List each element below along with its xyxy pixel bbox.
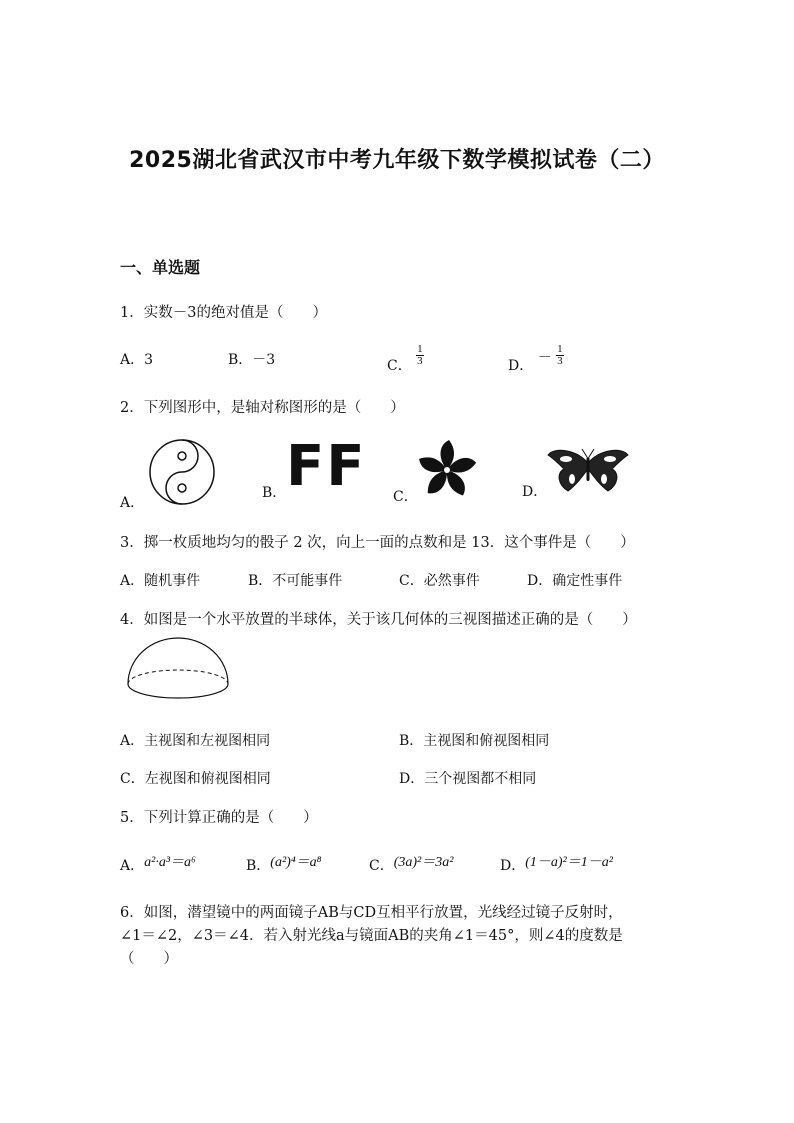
- q6-stem-line-1: 6．如图，潜望镜中的两面镜子AB与CD互相平行放置，光线经过镜子反射时，: [120, 905, 623, 921]
- page-title: 2025湖北省武汉市中考九年级下数学模拟试卷（二）: [129, 148, 665, 173]
- q3-option-d: D．确定性事件: [527, 573, 623, 589]
- q5-option-b-expr: (a²)⁴＝a⁸: [270, 855, 322, 870]
- q3-stem: 3．掷一枚质地均匀的骰子 2 次，向上一面的点数和是 13．这个事件是（ ）: [120, 535, 635, 551]
- q5-option-b: [246, 855, 322, 875]
- q2-stem: 2．下列图形中，是轴对称图形的是（ ）: [120, 400, 405, 416]
- q5-option-d: [500, 855, 613, 875]
- q1-option-a: A．3: [120, 352, 154, 368]
- q4-stem: 4．如图是一个水平放置的半球体，关于该几何体的三视图描述正确的是（ ）: [120, 612, 637, 628]
- q5-option-c-label: C．: [369, 858, 394, 874]
- q5-option-a-label: A．: [120, 858, 145, 874]
- q1-option-d: [508, 343, 564, 374]
- q1-option-c: [387, 343, 424, 374]
- q2-option-c-label: C．: [393, 489, 418, 505]
- q5-option-a-expr: a²·a³＝a⁶: [144, 855, 196, 870]
- fraction-denominator: 3: [557, 355, 563, 367]
- q2-ff-figure: FF: [286, 434, 367, 499]
- q4-option-c: C．左视图和俯视图相同: [120, 771, 271, 787]
- q1-option-b: B．－3: [228, 352, 276, 368]
- q5-option-b-label: B．: [246, 858, 271, 874]
- q5-option-d-label: D．: [500, 858, 526, 874]
- q5-stem: 5．下列计算正确的是（ ）: [120, 810, 318, 826]
- q4-option-a: A．主视图和左视图相同: [120, 733, 271, 749]
- yin-yang-icon: [147, 437, 217, 507]
- q3-option-c: C．必然事件: [399, 573, 480, 589]
- q6-stem-line-3: （ ）: [120, 951, 178, 967]
- q5-option-d-expr: (1－a)²＝1－a²: [525, 855, 613, 870]
- q1-option-d-sign: －: [537, 349, 552, 366]
- q5-option-c: [369, 855, 453, 875]
- fraction-denominator: 3: [417, 355, 423, 367]
- q3-option-a: A．随机事件: [120, 573, 201, 589]
- fraction-numerator: 1: [557, 343, 563, 355]
- q2-option-b-label: B．: [262, 485, 287, 501]
- hemisphere-figure: [126, 634, 230, 706]
- fraction-numerator: 1: [417, 343, 423, 355]
- bauhinia-flower-icon: [415, 438, 479, 502]
- section-heading: 一、单选题: [120, 258, 201, 277]
- q4-option-d: D．三个视图都不相同: [399, 771, 537, 787]
- q1-option-c-fraction: [416, 344, 424, 367]
- q5-option-a: [120, 855, 196, 875]
- q4-option-b: B．主视图和俯视图相同: [399, 733, 550, 749]
- q3-option-b: B．不可能事件: [248, 573, 343, 589]
- q2-option-d-label: D．: [522, 484, 548, 500]
- q1-stem: 1．实数－3的绝对值是（ ）: [120, 305, 327, 321]
- butterfly-icon: [546, 445, 630, 495]
- q1-option-d-label: D．: [508, 357, 534, 374]
- q5-option-c-expr: (3a)²＝3a²: [393, 855, 454, 870]
- q2-option-a-label: A．: [120, 495, 145, 511]
- q1-option-c-label: C．: [387, 357, 412, 374]
- q1-option-d-fraction: [556, 344, 564, 367]
- q6-stem-line-2: ∠1＝∠2，∠3＝∠4．若入射光线a与镜面AB的夹角∠1＝45°，则∠4的度数是: [120, 928, 623, 944]
